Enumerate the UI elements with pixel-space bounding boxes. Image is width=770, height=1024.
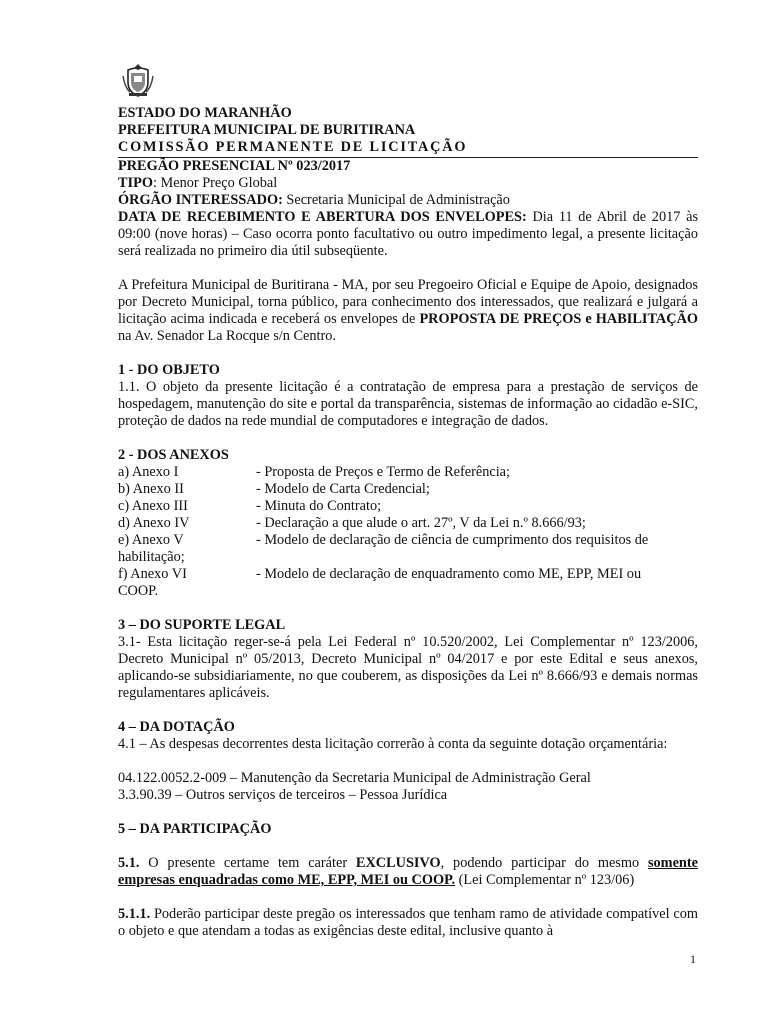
section-5-title: 5 – DA PARTICIPAÇÃO xyxy=(118,821,272,837)
annex-item: e) Anexo V - Modelo de declaração de ciência de cumprimento dos requisitos de xyxy=(118,532,649,548)
document-page xyxy=(118,62,698,940)
section-4-title: 4 – DA DOTAÇÃO xyxy=(118,719,235,735)
section-4-text: 4.1 – As despesas decorrentes desta licitação correrão à conta da seguinte dotação orçamentária: xyxy=(118,736,668,752)
annex-item: b) Anexo II - Modelo de Carta Credencial; xyxy=(118,481,430,497)
pregao-title: PREGÃO PRESENCIAL Nº 023/2017 xyxy=(118,158,351,174)
annex-item: a) Anexo I - Proposta de Preços e Termo de Referência; xyxy=(118,464,510,480)
annex-item-continuation: habilitação; xyxy=(118,549,185,565)
annex-item: f) Anexo VI - Modelo de declaração de enquadramento como ME, EPP, MEI ou xyxy=(118,566,642,582)
annex-list xyxy=(118,464,698,600)
section-1-text: 1.1. O objeto da presente licitação é a contratação de empresa para a prestação de serviços de hospedagem, manutenção do site e portal da transparência, sistemas de informação ao cidadão e-SIC, proteção de dados na rede mundial de computadores e integração de dados. xyxy=(118,379,698,429)
annex-item: d) Anexo IV - Declaração a que alude o art. 27º, V da Lei n.º 8.666/93; xyxy=(118,515,586,531)
coat-of-arms-icon xyxy=(120,62,156,98)
section-1-title: 1 - DO OBJETO xyxy=(118,362,220,378)
data-line: DATA DE RECEBIMENTO E ABERTURA DOS ENVELOPES: Dia 11 de Abril de 2017 às 09:00 (nove horas) – Caso ocorra ponto facultativo ou outro impedimento legal, a presente licitação será realizada no primeiro dia útil subseqüente. xyxy=(118,209,699,259)
annex-item-continuation: COOP. xyxy=(118,583,159,599)
section-2-title: 2 - DOS ANEXOS xyxy=(118,447,229,463)
header-prefeitura: PREFEITURA MUNICIPAL DE BURITIRANA xyxy=(118,122,416,138)
dotacao-line-1: 04.122.0052.2-009 – Manutenção da Secretaria Municipal de Administração Geral xyxy=(118,770,591,786)
tipo-line: TIPO: Menor Preço Global xyxy=(118,175,278,191)
orgao-line: ÓRGÃO INTERESSADO: Secretaria Municipal de Administração xyxy=(118,192,510,208)
annex-item: c) Anexo III - Minuta do Contrato; xyxy=(118,498,382,514)
dotacao-line-2: 3.3.90.39 – Outros serviços de terceiros – Pessoa Jurídica xyxy=(118,787,448,803)
page-number: 1 xyxy=(690,952,696,966)
section-3-title: 3 – DO SUPORTE LEGAL xyxy=(118,617,286,633)
clause-5-1: 5.1. O presente certame tem caráter EXCLUSIVO, podendo participar do mesmo somente empresas enquadradas como ME, EPP, MEI ou COOP. (Lei Complementar nº 123/06) xyxy=(118,855,698,888)
header-comissao: COMISSÃO PERMANENTE DE LICITAÇÃO xyxy=(118,139,468,155)
intro-paragraph: A Prefeitura Municipal de Buritirana - MA, por seu Pregoeiro Oficial e Equipe de Apoio, designados por Decreto Municipal, torna público, para conhecimento dos interessados, que realizará e julgará a licitação acima indicada e receberá os envelopes de PROPOSTA DE PREÇOS e HABILITAÇÃO na Av. Senador La Rocque s/n Centro. xyxy=(118,277,699,344)
clause-5-1-1: 5.1.1. Poderão participar deste pregão os interessados que tenham ramo de atividade compatível com o objeto e que atendam a todas as exigências deste edital, inclusive quanto à xyxy=(118,906,698,939)
section-3-text: 3.1- Esta licitação reger-se-á pela Lei Federal nº 10.520/2002, Lei Complementar nº 123/2006, Decreto Municipal nº 05/2013, Decreto Municipal nº 04/2017 e por este Edital e seus anexos, aplicando-se subsidiariamente, no que couberem, as disposições da Lei nº 8.666/93 e demais normas regulamentares aplicáveis. xyxy=(118,634,698,701)
header-state: ESTADO DO MARANHÃO xyxy=(118,105,292,121)
